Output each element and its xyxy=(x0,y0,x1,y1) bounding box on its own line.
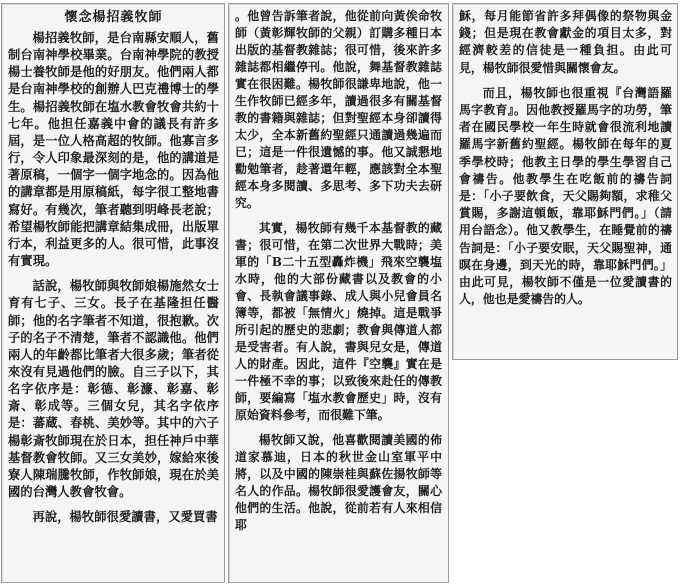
paragraph-3-continued: 。他曾告訴筆者說，他從前向黃俟命牧師（黃彰輝牧師的父親）訂購多種日本出版的基督教雜誌；很可惜，後來許多雜誌都相繼停刊。他說，舞基督教雜誌實在很困難。楊牧師很謙卑地說，他一生作牧師已經多年，讀過很多有關基督教的書籍與雜誌；但對聖經本身卻讀得太少，全本新舊約聖經只通讀過幾遍而已；這是一件很遺憾的事。他又誠懇地勸勉筆者，趁著還年輕，應該對全本聖經本身多閱讀、多思考、多下功夫去研究。 xyxy=(235,9,442,210)
paragraph-5-continued: 穌，每月能節省許多拜偶像的祭物與金錢；但是現在教會獻金的項目太多，對經濟較差的信徒是一種負担。由此可見，楊牧師很愛惜與關懷會友。 xyxy=(459,9,672,75)
article-column-3 xyxy=(452,3,678,360)
paragraph-1: 楊招義牧師，是台南縣安順人，舊制台南神學校畢業。台南神學院的教授楊士養牧師是他的好朋友。他們兩人都是台南神學校的創辦人巴克禮博士的學生。楊招義牧師在塩水教會牧會共約十七年。他担任嘉義中會的議長有許多屆，是一位人格高超的牧師。他寡言多行，令人印象最深刻的是，他的講道是著原稿，一個字一個字地念的。因為他的講章都是用原稿紙，每字很工整地書寫好。有幾次，筆者聽到明峰長老說；希望楊牧師能把講章結集成冊，出版單行本，利益更多的人。很可惜，此事沒有實現。 xyxy=(8,30,219,269)
paragraph-3: 再說，楊牧師很愛讀書，又愛買書 xyxy=(32,509,218,525)
article-column-1 xyxy=(1,3,225,583)
article-column-2 xyxy=(228,3,449,583)
paragraph-2: 話說，楊牧師與牧師娘楊施然女士育有七子、三女。長子在基隆担任醫師；他的名字筆者不知道，很抱歉。次子的名子不清楚，筆者不認識他。他們兩人的年齡都比筆者大很多歲；筆者從來沒有見過他們的臉。自三子以下，其名字依序是：彰德、彰濂、彰嘉、彰斎、彰成等。三個女兒，其名字依序是：蕃蔵、春桃、美妙等。其中的六子楊彰斎牧師現在於日本，担任神戶中華基督教會牧師。又三女美妙，嫁給來後寮人陳瑞騰牧師，作牧師娘，現在於美國的台灣人教會牧會。 xyxy=(8,278,219,500)
paragraph-6: 而且，楊牧師也很重視『台灣語羅馬字教育』。因他教授羅馬字的功勞，筆者在國民學校一年生時就會很流利地讀羅馬字新舊約聖經。楊牧師在每年的夏季學校時；他教主日學的學生學習自己會禱告。他教學生在吃飯前的禱告詞是：「小子要飲食，天父賜夠額，求稚父賞賜，多謝這頓飯，靠耶穌門們。」（請用台語念）。他又教學生，在睡覺前的禱告詞是：「小子要安眠，天父賜聖神，通暝在身邊，到天光的時，靠耶穌門們。」由此可見，楊牧師不僅是一位愛讀書的人，他也是愛禱告的人。 xyxy=(459,85,672,307)
paragraph-4: 其實，楊牧師有幾千本基督教的藏書；很可惜，在第二次世界大戰時；美軍的「B二十五型轟炸機」飛來空襲塩水時，他的大部份藏書以及教會的小會、長執會議事錄、成人與小兒會員名簿等，都被「無情火」燒掉。這是戰爭所引起的歷史的悲劇；教會與傳道人都是受害者。有人說，書與兒女是，傳道人的財產。因此，這件『空襲』實在是一件極不幸的事；以致後來赴任的傳教師，要編寫「塩水教會歷史」時，沒有原始資料參考，而很難下筆。 xyxy=(235,221,442,422)
paragraph-5: 楊牧師又說，他喜歡閱讀美國的佈道家慕迪，日本的秋世金山室軍平中將，以及中國的陳崇桂與蘇佐揚牧師等名人的作品。楊牧師很愛護會友，關心他們的生活。他說，從前若有人來相信耶 xyxy=(235,433,442,532)
article-title: 懷念楊招義牧師 xyxy=(64,10,163,25)
